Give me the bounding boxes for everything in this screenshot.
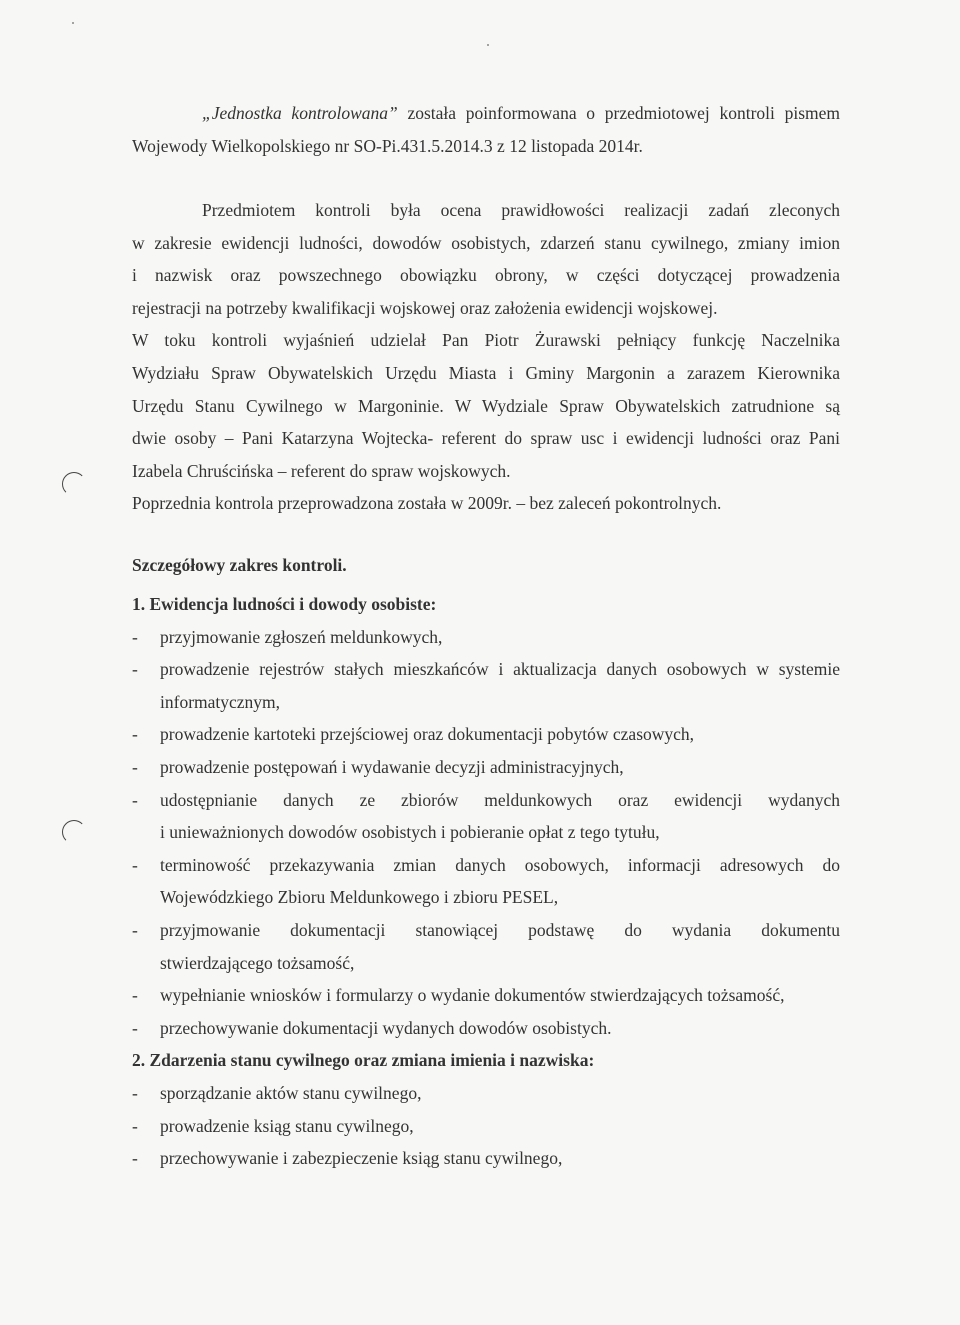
- scope-list: [132, 588, 840, 1175]
- section-heading: Szczegółowy zakres kontroli.: [132, 555, 347, 575]
- body-line: Przedmiotem kontroli była ocena prawidłowości realizacji zadań zleconych: [202, 200, 840, 220]
- section-1-title: 1. Ewidencja ludności i dowody osobiste:: [132, 594, 437, 614]
- list-item: - sporządzanie aktów stanu cywilnego,: [132, 1082, 422, 1103]
- scan-speck: [72, 22, 74, 24]
- body-line: Urzędu Stanu Cywilnego w Margoninie. W Wydziale Spraw Obywatelskich zatrudnione są: [132, 395, 840, 416]
- list-item: - przechowywanie dokumentacji wydanych dowodów osobistych.: [132, 1017, 612, 1038]
- list-item: - prowadzenie kartoteki przejściowej oraz dokumentacji pobytów czasowych,: [132, 724, 695, 745]
- list-item: - wypełnianie wniosków i formularzy o wydanie dokumentów stwierdzających tożsamość,: [132, 985, 785, 1006]
- body-line: dwie osoby – Pani Katarzyna Wojtecka- referent do spraw usc i ewidencji ludności oraz Pani: [132, 428, 840, 449]
- list-item: - udostępnianie danych ze zbiorów meldunkowych oraz ewidencji wydanych i unieważnionych dowodów osobistych i pobieranie opłat z tego tytułu,: [132, 789, 840, 843]
- punch-hole-mark: [62, 472, 86, 496]
- list-item: - prowadzenie rejestrów stałych mieszkańców i aktualizacja danych osobowych w systemie informatycznym,: [132, 659, 840, 712]
- list-item: - przyjmowanie dokumentacji stanowiącej podstawę do wydania dokumentu stwierdzającego tożsamość,: [132, 919, 840, 973]
- body-line: Wydziału Spraw Obywatelskich Urzędu Miasta i Gminy Margonin a zarazem Kierownika: [132, 362, 840, 383]
- body-line: Izabela Chruścińska – referent do spraw wojskowych.: [132, 460, 511, 481]
- list-item: - przyjmowanie zgłoszeń meldunkowych,: [132, 626, 443, 647]
- list-item: - prowadzenie postępowań i wydawanie decyzji administracyjnych,: [132, 756, 624, 777]
- intro-line-2: Wojewody Wielkopolskiego nr SO-Pi.431.5.2014.3 z 12 listopada 2014r.: [132, 135, 643, 156]
- scan-speck: [487, 44, 489, 46]
- body-line: W toku kontroli wyjaśnień udzielał Pan Piotr Żurawski pełniący funkcję Naczelnika: [132, 330, 840, 351]
- list-item: - prowadzenie ksiąg stanu cywilnego,: [132, 1115, 414, 1136]
- body-line: w zakresie ewidencji ludności, dowodów osobistych, zdarzeń stanu cywilnego, zmiany imion: [132, 232, 840, 253]
- intro-italic-term: „Jednostka kontrolowana”: [202, 103, 398, 123]
- body-line: rejestracji na potrzeby kwalifikacji wojskowej oraz założenia ewidencji wojskowej.: [132, 297, 718, 318]
- section-2-title: 2. Zdarzenia stanu cywilnego oraz zmiana imienia i nazwiska:: [132, 1050, 595, 1071]
- body-line: Poprzednia kontrola przeprowadzona została w 2009r. – bez zaleceń pokontrolnych.: [132, 493, 722, 514]
- intro-paragraph: [132, 97, 840, 162]
- punch-hole-mark: [62, 820, 86, 844]
- intro-line-1: „Jednostka kontrolowana” została poinformowana o przedmiotowej kontroli pismem: [202, 103, 841, 123]
- list-item: - terminowość przekazywania zmian danych osobowych, informacji adresowych do Wojewódzkiego Zbioru Meldunkowego i zbioru PESEL,: [132, 854, 840, 908]
- list-item: - przechowywanie i zabezpieczenie ksiąg stanu cywilnego,: [132, 1148, 563, 1169]
- body-line: i nazwisk oraz powszechnego obowiązku obrony, w części dotyczącej prowadzenia: [132, 265, 840, 286]
- body-paragraph: [132, 194, 840, 520]
